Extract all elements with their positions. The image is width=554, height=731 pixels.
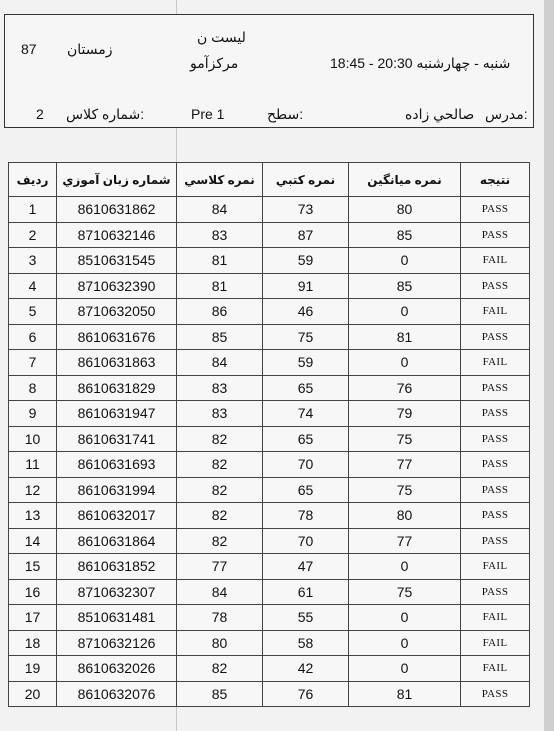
- result-cell: FAIL: [461, 248, 530, 274]
- result-cell: PASS: [461, 375, 530, 401]
- written-score-cell: 47: [263, 554, 349, 580]
- result-cell: PASS: [461, 477, 530, 503]
- average-score-cell: 0: [349, 299, 461, 325]
- class-score-cell: 82: [177, 528, 263, 554]
- teacher: صالحي زاده: [405, 106, 475, 122]
- row-number-cell: 1: [9, 197, 57, 223]
- written-score-cell: 75: [263, 324, 349, 350]
- average-score-cell: 0: [349, 630, 461, 656]
- result-cell: PASS: [461, 222, 530, 248]
- table-row: [9, 273, 530, 299]
- table-row: [9, 350, 530, 376]
- table-row: [9, 401, 530, 427]
- written-score-cell: 58: [263, 630, 349, 656]
- average-score-cell: 85: [349, 273, 461, 299]
- written-score-cell: 65: [263, 426, 349, 452]
- result-cell: FAIL: [461, 299, 530, 325]
- class-score-cell: 81: [177, 273, 263, 299]
- table-body: [9, 197, 530, 707]
- result-cell: PASS: [461, 426, 530, 452]
- result-cell: FAIL: [461, 605, 530, 631]
- result-cell: FAIL: [461, 554, 530, 580]
- student-id-cell: 8610631862: [57, 197, 177, 223]
- written-score-cell: 78: [263, 503, 349, 529]
- written-score-cell: 74: [263, 401, 349, 427]
- class-score-cell: 80: [177, 630, 263, 656]
- average-score-cell: 0: [349, 605, 461, 631]
- written-score-cell: 73: [263, 197, 349, 223]
- class-score-cell: 86: [177, 299, 263, 325]
- student-id-cell: 8610631676: [57, 324, 177, 350]
- table-row: [9, 299, 530, 325]
- row-number-cell: 6: [9, 324, 57, 350]
- table-row: [9, 630, 530, 656]
- row-number-cell: 18: [9, 630, 57, 656]
- table-row: [9, 605, 530, 631]
- class-score-cell: 82: [177, 477, 263, 503]
- result-cell: PASS: [461, 681, 530, 707]
- class-score-cell: 78: [177, 605, 263, 631]
- header-box: [4, 14, 534, 128]
- level: Pre 1: [191, 106, 225, 122]
- average-score-cell: 76: [349, 375, 461, 401]
- table-row: [9, 681, 530, 707]
- table-row: [9, 477, 530, 503]
- student-id-cell: 8710632146: [57, 222, 177, 248]
- row-number-cell: 17: [9, 605, 57, 631]
- class-score-cell: 82: [177, 503, 263, 529]
- result-cell: PASS: [461, 197, 530, 223]
- table-row: [9, 579, 530, 605]
- class-score-cell: 84: [177, 579, 263, 605]
- average-score-cell: 81: [349, 324, 461, 350]
- term: زمستان: [67, 41, 113, 57]
- table-row: [9, 222, 530, 248]
- written-score-cell: 65: [263, 477, 349, 503]
- written-score-cell: 70: [263, 528, 349, 554]
- class-score-cell: 84: [177, 197, 263, 223]
- student-id-cell: 8610631741: [57, 426, 177, 452]
- row-number-cell: 10: [9, 426, 57, 452]
- student-id-cell: 8710632307: [57, 579, 177, 605]
- center-partial: مرکزآمو: [190, 55, 239, 71]
- table-row: [9, 197, 530, 223]
- table-row: [9, 554, 530, 580]
- average-score-cell: 77: [349, 452, 461, 478]
- col-row-number: رديف: [9, 163, 57, 197]
- average-score-cell: 75: [349, 579, 461, 605]
- scan-edge: [544, 0, 554, 731]
- result-cell: PASS: [461, 503, 530, 529]
- row-number-cell: 4: [9, 273, 57, 299]
- col-class-score: نمره کلاسي: [177, 163, 263, 197]
- written-score-cell: 42: [263, 656, 349, 682]
- result-cell: PASS: [461, 528, 530, 554]
- written-score-cell: 59: [263, 248, 349, 274]
- class-score-cell: 77: [177, 554, 263, 580]
- class-score-cell: 84: [177, 350, 263, 376]
- student-id-cell: 8610631947: [57, 401, 177, 427]
- student-id-cell: 8610632026: [57, 656, 177, 682]
- row-number-cell: 8: [9, 375, 57, 401]
- class-number-label: شماره کلاس:: [66, 106, 145, 122]
- written-score-cell: 59: [263, 350, 349, 376]
- average-score-cell: 80: [349, 503, 461, 529]
- average-score-cell: 80: [349, 197, 461, 223]
- average-score-cell: 81: [349, 681, 461, 707]
- average-score-cell: 0: [349, 248, 461, 274]
- col-average-score: نمره میانگین: [349, 163, 461, 197]
- col-student-id: شماره زبان آموزي: [57, 163, 177, 197]
- class-score-cell: 85: [177, 681, 263, 707]
- written-score-cell: 65: [263, 375, 349, 401]
- student-id-cell: 8710632126: [57, 630, 177, 656]
- student-id-cell: 8610632076: [57, 681, 177, 707]
- table-header-row: [9, 163, 530, 197]
- average-score-cell: 79: [349, 401, 461, 427]
- col-result: نتیجه: [461, 163, 530, 197]
- average-score-cell: 0: [349, 350, 461, 376]
- written-score-cell: 61: [263, 579, 349, 605]
- table-row: [9, 528, 530, 554]
- result-cell: PASS: [461, 273, 530, 299]
- row-number-cell: 3: [9, 248, 57, 274]
- class-score-cell: 82: [177, 426, 263, 452]
- row-number-cell: 12: [9, 477, 57, 503]
- average-score-cell: 0: [349, 656, 461, 682]
- written-score-cell: 46: [263, 299, 349, 325]
- row-number-cell: 9: [9, 401, 57, 427]
- written-score-cell: 55: [263, 605, 349, 631]
- student-id-cell: 8610631864: [57, 528, 177, 554]
- row-number-cell: 19: [9, 656, 57, 682]
- table-row: [9, 375, 530, 401]
- written-score-cell: 70: [263, 452, 349, 478]
- student-id-cell: 8710632050: [57, 299, 177, 325]
- student-id-cell: 8610631863: [57, 350, 177, 376]
- student-id-cell: 8610631829: [57, 375, 177, 401]
- table-row: [9, 324, 530, 350]
- student-id-cell: 8610631852: [57, 554, 177, 580]
- teacher-label: مدرس:: [485, 106, 528, 122]
- average-score-cell: 77: [349, 528, 461, 554]
- average-score-cell: 85: [349, 222, 461, 248]
- row-number-cell: 2: [9, 222, 57, 248]
- average-score-cell: 0: [349, 554, 461, 580]
- level-label: سطح:: [267, 106, 304, 122]
- class-number: 2: [36, 106, 44, 122]
- row-number-cell: 11: [9, 452, 57, 478]
- result-cell: PASS: [461, 401, 530, 427]
- student-id-cell: 8710632390: [57, 273, 177, 299]
- class-score-cell: 83: [177, 222, 263, 248]
- result-cell: FAIL: [461, 350, 530, 376]
- schedule: شنبه - چهارشنبه 20:30 - 18:45: [330, 55, 511, 71]
- student-id-cell: 8610631693: [57, 452, 177, 478]
- result-cell: FAIL: [461, 630, 530, 656]
- row-number-cell: 20: [9, 681, 57, 707]
- table-row: [9, 248, 530, 274]
- title-partial: لیست ن: [197, 29, 246, 45]
- class-score-cell: 83: [177, 401, 263, 427]
- table-row: [9, 426, 530, 452]
- student-id-cell: 8510631545: [57, 248, 177, 274]
- row-number-cell: 13: [9, 503, 57, 529]
- class-score-cell: 82: [177, 656, 263, 682]
- row-number-cell: 7: [9, 350, 57, 376]
- term-number: 87: [21, 41, 37, 57]
- class-score-cell: 81: [177, 248, 263, 274]
- class-score-cell: 85: [177, 324, 263, 350]
- row-number-cell: 15: [9, 554, 57, 580]
- table-row: [9, 503, 530, 529]
- class-score-cell: 83: [177, 375, 263, 401]
- result-cell: PASS: [461, 579, 530, 605]
- result-cell: FAIL: [461, 656, 530, 682]
- result-cell: PASS: [461, 324, 530, 350]
- row-number-cell: 5: [9, 299, 57, 325]
- grades-table: [8, 162, 530, 707]
- written-score-cell: 76: [263, 681, 349, 707]
- table-row: [9, 656, 530, 682]
- average-score-cell: 75: [349, 426, 461, 452]
- written-score-cell: 91: [263, 273, 349, 299]
- result-cell: PASS: [461, 452, 530, 478]
- row-number-cell: 16: [9, 579, 57, 605]
- row-number-cell: 14: [9, 528, 57, 554]
- class-score-cell: 82: [177, 452, 263, 478]
- written-score-cell: 87: [263, 222, 349, 248]
- table-row: [9, 452, 530, 478]
- student-id-cell: 8510631481: [57, 605, 177, 631]
- student-id-cell: 8610631994: [57, 477, 177, 503]
- student-id-cell: 8610632017: [57, 503, 177, 529]
- col-written-score: نمره کتبي: [263, 163, 349, 197]
- average-score-cell: 75: [349, 477, 461, 503]
